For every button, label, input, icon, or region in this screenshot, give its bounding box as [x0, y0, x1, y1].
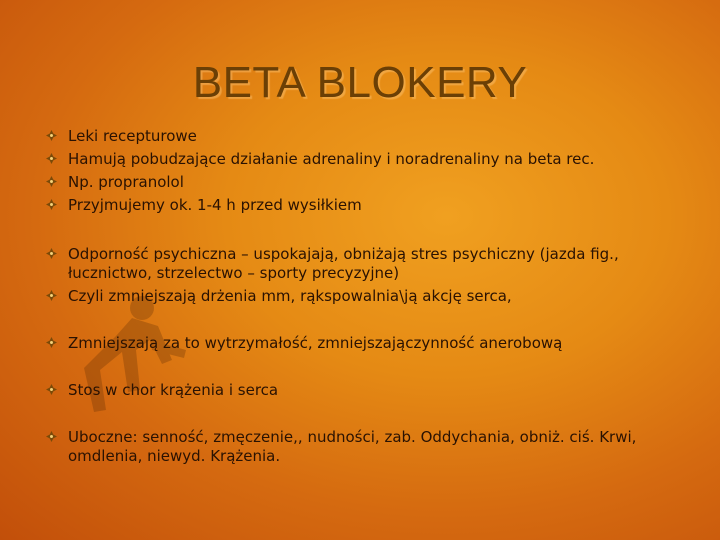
list-item	[46, 196, 686, 215]
bullet-text: Zmniejszają za to wytrzymałość, zmniejszajączynność anerobową	[68, 334, 563, 352]
bullet-text: Np. propranolol	[68, 173, 184, 191]
bullet-icon	[46, 176, 57, 187]
bullet-icon	[46, 153, 57, 164]
bullet-text: Odporność psychiczna – uspokajają, obniżają stres psychiczny (jazda fig., łucznictwo, strzelectwo – sporty precyzyjne)	[68, 245, 619, 282]
bullet-icon	[46, 130, 57, 141]
list-item	[46, 150, 686, 169]
bullet-text: Leki recepturowe	[68, 127, 197, 145]
bullet-icon	[46, 248, 57, 259]
list-item	[46, 334, 686, 353]
list-item	[46, 245, 686, 283]
bullet-icon	[46, 384, 57, 395]
bullet-icon	[46, 431, 57, 442]
list-item	[46, 381, 686, 400]
list-item	[46, 127, 686, 146]
list-item	[46, 287, 686, 306]
bullet-text: Hamują pobudzające działanie adrenaliny i noradrenaliny na beta rec.	[68, 150, 595, 168]
bullet-icon	[46, 337, 57, 348]
bullet-text: Czyli zmniejszają drżenia mm, rąkspowalnia\ją akcję serca,	[68, 287, 512, 305]
slide-title: BETA BLOKERY	[192, 58, 528, 107]
bullet-text: Przyjmujemy ok. 1-4 h przed wysiłkiem	[68, 196, 362, 214]
bullet-text: Uboczne: senność, zmęczenie,, nudności, zab. Oddychania, obniż. ciś. Krwi, omdlenia, niewyd. Krążenia.	[68, 428, 637, 465]
list-item	[46, 173, 686, 192]
bullet-icon	[46, 290, 57, 301]
bullet-text: Stos w chor krążenia i serca	[68, 381, 279, 399]
bullet-icon	[46, 199, 57, 210]
list-item	[46, 428, 686, 466]
